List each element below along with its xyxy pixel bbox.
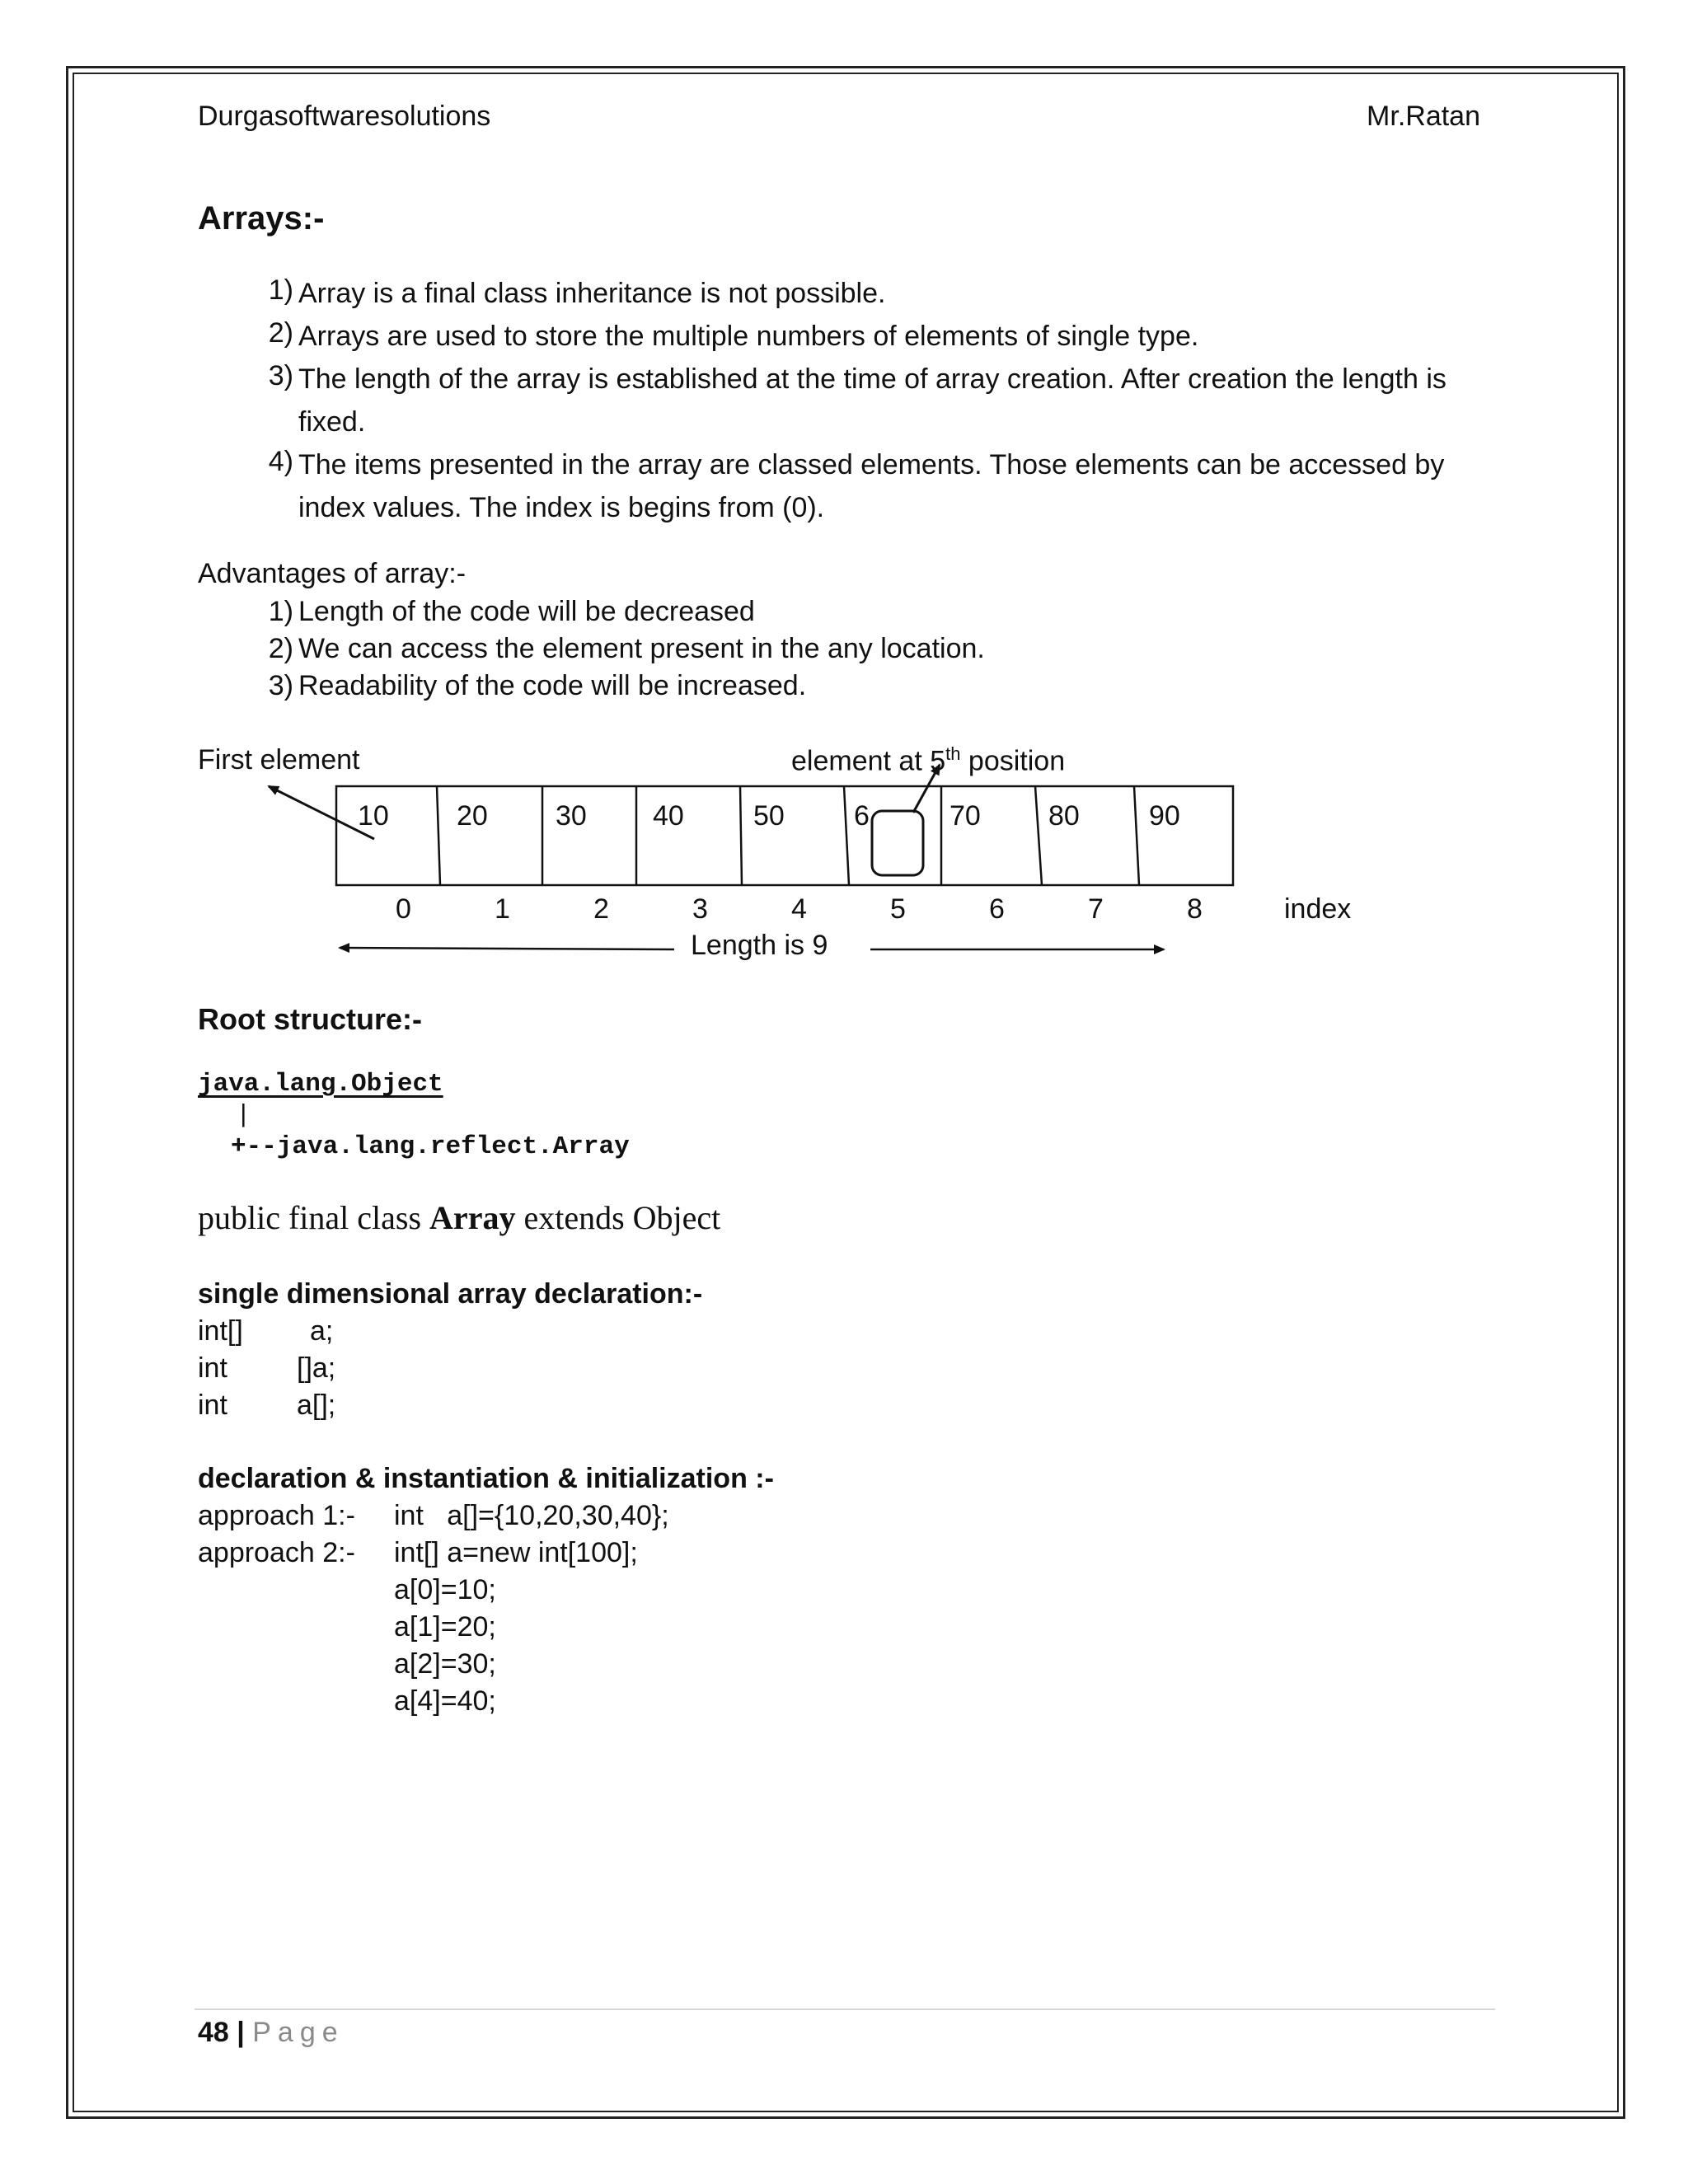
length-label: Length is 9 (691, 930, 828, 961)
footer-divider (195, 2008, 1495, 2010)
decl-type: int (198, 1390, 227, 1421)
decl-type: int (198, 1352, 227, 1384)
advantage-2-num: 2) (268, 633, 293, 664)
array-index: 3 (692, 893, 708, 925)
first-element-label: First element (198, 744, 360, 776)
array-index: 7 (1088, 893, 1104, 925)
array-value: 40 (653, 800, 684, 832)
root-structure-title: Root structure:- (198, 1002, 422, 1036)
header-left: Durgasoftwaresolutions (198, 101, 491, 132)
array-index: 4 (791, 893, 807, 925)
fifth-element-arrow (913, 765, 940, 813)
advantage-1-num: 1) (268, 596, 293, 627)
code-line: a[1]=20; (394, 1611, 496, 1643)
advantage-1-text: Length of the code will be decreased (298, 596, 755, 627)
index-label: index (1284, 893, 1352, 925)
root-pipe-line: | (236, 1101, 251, 1130)
arrays-title: Arrays:- (198, 200, 325, 237)
length-arrow-left (340, 948, 674, 949)
array-value: 20 (457, 800, 488, 832)
decl-name: []a; (297, 1352, 336, 1384)
fifth-label-post: position (960, 745, 1066, 777)
array-index: 2 (593, 893, 609, 925)
array-value: 6 (854, 800, 870, 832)
class-decl-bold: Array (429, 1199, 516, 1236)
root-object-line: java.lang.Object (198, 1070, 443, 1099)
array-cell-dividers (437, 786, 1139, 885)
advantages-title: Advantages of array:- (198, 558, 467, 589)
page-footer (198, 2016, 345, 2050)
array-value: 50 (753, 800, 785, 832)
arrays-point-1-num: 1) (268, 274, 293, 306)
decl-name: a[]; (297, 1390, 336, 1421)
array-index: 1 (495, 893, 510, 925)
array-value: 10 (358, 800, 389, 832)
fifth-label-sup: th (945, 743, 961, 764)
decl-type: int[] (198, 1315, 243, 1347)
header-right: Mr.Ratan (1367, 101, 1480, 132)
advantage-3-num: 3) (268, 670, 293, 701)
arrays-point-2-num: 2) (268, 317, 293, 349)
class-decl-post: extends Object (515, 1199, 721, 1236)
arrays-point-4-num: 4) (268, 446, 293, 477)
approach-1-label: approach 1:- (198, 1500, 355, 1531)
code-line: a[2]=30; (394, 1648, 496, 1680)
array-value: 30 (556, 800, 587, 832)
class-declaration (198, 1198, 720, 1237)
code-line: a[4]=40; (394, 1685, 496, 1717)
array-value: 90 (1149, 800, 1180, 832)
page-word: Page (252, 2017, 345, 2048)
array-index: 5 (890, 893, 906, 925)
fifth-label-pre: element at 5 (791, 745, 946, 777)
array-diagram (0, 0, 1688, 989)
approach-1-code: int a[]={10,20,30,40}; (394, 1500, 669, 1531)
page-number: 48 (198, 2017, 229, 2048)
approach-2-label: approach 2:- (198, 1537, 355, 1568)
decl-name: a; (310, 1315, 334, 1347)
arrays-point-3-num: 3) (268, 360, 293, 391)
page-separator: | (237, 2017, 245, 2048)
root-array-line: +--java.lang.reflect.Array (231, 1132, 630, 1161)
array-index: 0 (396, 893, 411, 925)
single-dim-title: single dimensional array declaration:- (198, 1278, 703, 1310)
array-value: 80 (1048, 800, 1080, 832)
array-index: 6 (989, 893, 1005, 925)
arrays-point-2-text: Arrays are used to store the multiple numbers of elements of single type. (298, 321, 1199, 352)
class-decl-pre: public final class (198, 1199, 430, 1236)
advantage-2-text: We can access the element present in the any location. (298, 633, 985, 664)
arrays-point-3-text: The length of the array is established at the time of array creation. After creation the length is fixed. (298, 363, 1447, 438)
highlighted-cell (872, 811, 923, 875)
code-line: int[] a=new int[100]; (394, 1537, 638, 1568)
decl-init-title: declaration & instantiation & initialization :- (198, 1463, 774, 1494)
code-line: a[0]=10; (394, 1574, 496, 1605)
advantage-3-text: Readability of the code will be increased. (298, 670, 807, 701)
arrays-point-1-text: Array is a final class inheritance is not possible. (298, 278, 886, 309)
arrays-point-4-text: The items presented in the array are classed elements. Those elements can be accessed by index values. The index is begins from (0). (298, 449, 1445, 523)
array-index: 8 (1187, 893, 1203, 925)
array-value: 70 (950, 800, 981, 832)
